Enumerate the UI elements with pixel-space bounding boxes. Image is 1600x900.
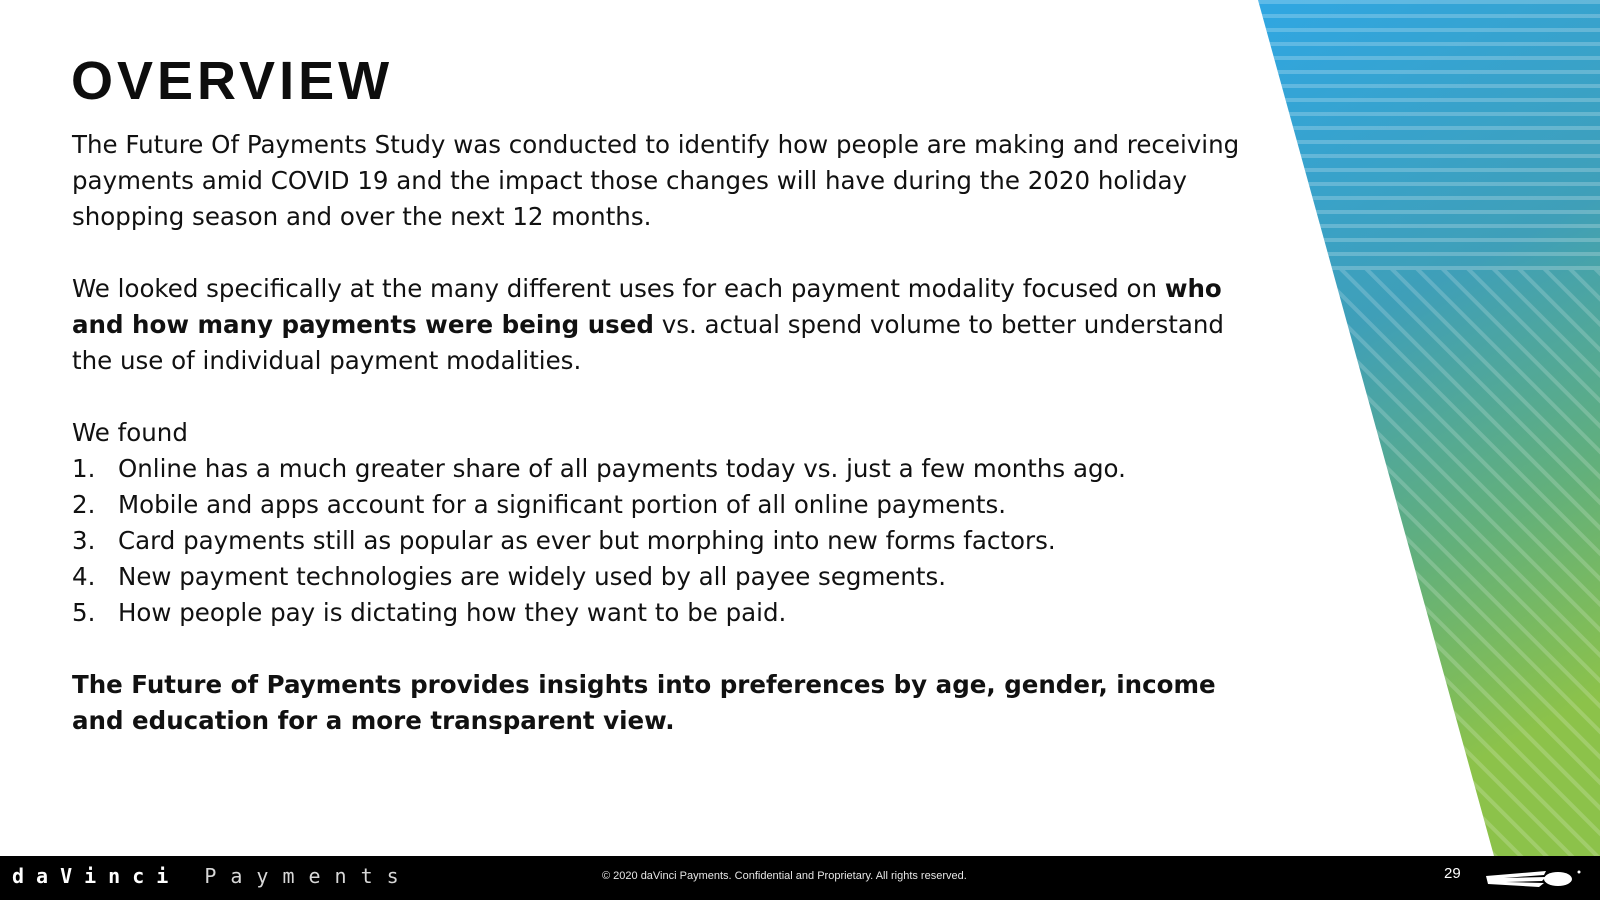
approach-text-after: vs. actual spend volume to better understand the use of individual payment modalities. (72, 310, 1224, 375)
list-item-number: 3. (72, 526, 96, 555)
list-item (72, 487, 1242, 523)
list-item-text: New payment technologies are widely used by all payee segments. (118, 562, 947, 591)
approach-text-before: We looked specifically at the many different uses for each payment modality focused on (72, 274, 1165, 303)
intro-paragraph: The Future Of Payments Study was conducted to identify how people are making and receiving payments amid COVID 19 and the impact those changes will have during the 2020 holiday shopping season and over the next 12 months. (72, 130, 1240, 231)
list-item-text: Mobile and apps account for a significant portion of all online payments. (118, 490, 1007, 519)
list-item-number: 5. (72, 598, 96, 627)
list-item-text: How people pay is dictating how they want to be paid. (118, 598, 787, 627)
conclusion-text: The Future of Payments provides insights into preferences by age, gender, income and education for a more transparent view. (72, 670, 1216, 735)
approach-emphasis: who and how many payments were being used (72, 274, 1222, 339)
list-item-text: Card payments still as popular as ever but morphing into new forms factors. (118, 526, 1056, 555)
copyright-text: © 2020 daVinci Payments. Confidential and Proprietary. All rights reserved. (602, 870, 967, 882)
conclusion-paragraph (72, 667, 1242, 739)
brand-wordmark (12, 864, 413, 888)
slide-body (72, 127, 1242, 739)
brand-light-text: Payments (204, 864, 413, 888)
brand-bold-text: daVinci (12, 864, 181, 888)
list-item-number: 4. (72, 562, 96, 591)
approach-paragraph (72, 271, 1242, 379)
page-number: 29 (1444, 865, 1461, 882)
found-label: We found (72, 418, 188, 447)
davinci-logo-icon (1484, 868, 1584, 890)
list-item (72, 451, 1242, 487)
findings-list (72, 451, 1242, 631)
paragraph-gap (72, 631, 1242, 667)
list-item-text: Online has a much greater share of all payments today vs. just a few months ago. (118, 454, 1126, 483)
page-title: OVERVIEW (71, 51, 394, 111)
list-item-number: 1. (72, 454, 96, 483)
list-item (72, 559, 1242, 595)
paragraph-gap (72, 235, 1242, 271)
paragraph-gap (72, 379, 1242, 415)
list-item (72, 523, 1242, 559)
footer-bar (0, 856, 1600, 900)
list-item (72, 595, 1242, 631)
list-item-number: 2. (72, 490, 96, 519)
